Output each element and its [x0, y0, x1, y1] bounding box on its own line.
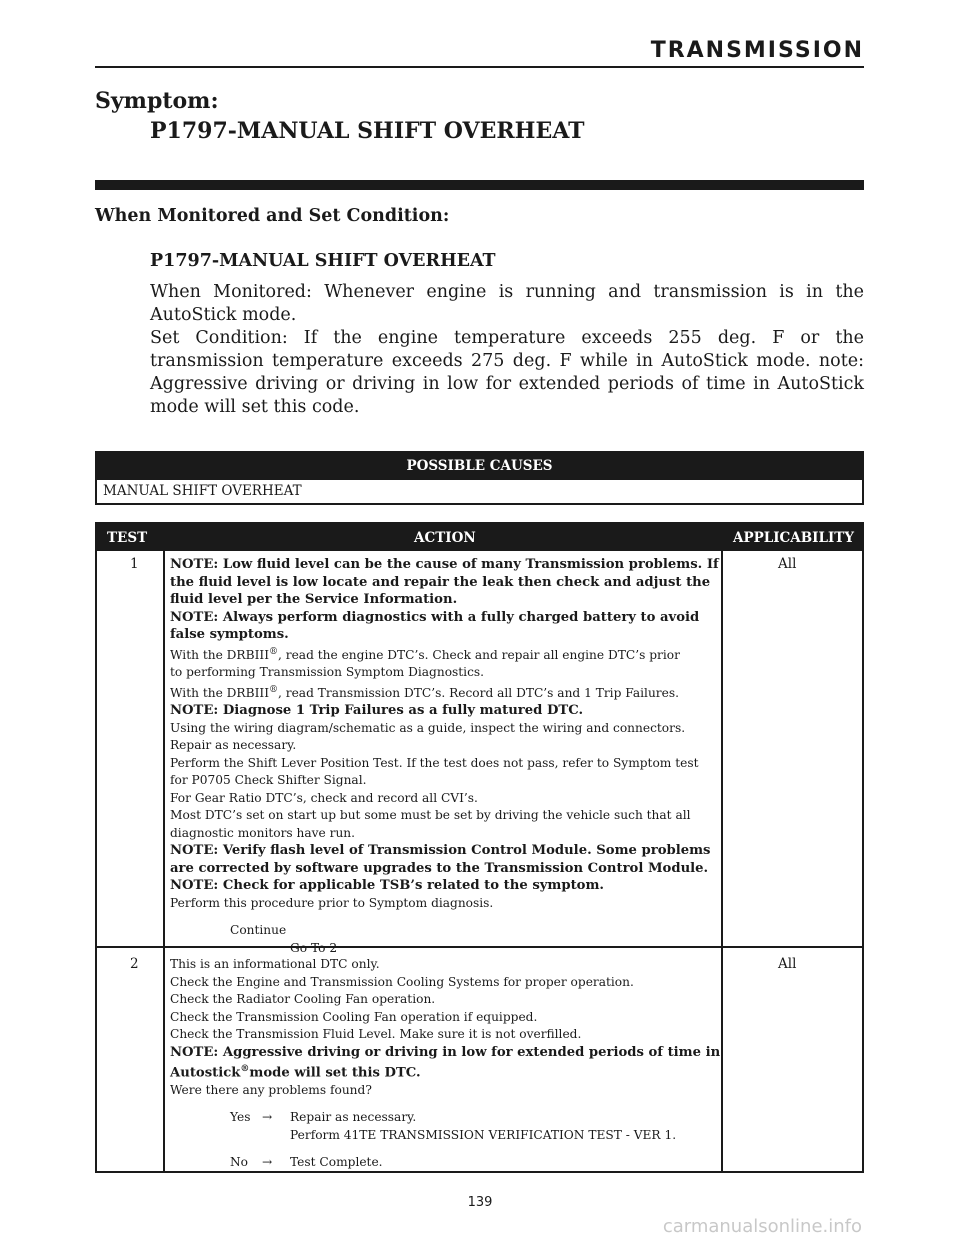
action-line: Using the wiring diagram/schematic as a guide, inspect the wiring and connectors. [170, 720, 686, 735]
set-condition-text: Set Condition: If the engine temperature exceeds 255 deg. F or the transmission temperature exceeds 275 deg. F while in AutoStick mode. note: Aggressive driving or driving in low for extended periods of time in AutoStick mode will set this code. [150, 328, 864, 417]
arrow-right-icon: → [262, 1110, 273, 1125]
yes-branch-continued [170, 1127, 717, 1145]
test-action-1 [170, 556, 717, 957]
header-rule [95, 66, 864, 68]
action-line: false symptoms. [170, 627, 289, 642]
arrow-right-icon: → [262, 1155, 273, 1170]
test-table-header [97, 524, 862, 551]
goto-label: Go To 2 [290, 940, 338, 955]
action-line: Perform the Shift Lever Position Test. If the test does not pass, refer to Symptom test [170, 755, 699, 770]
action-line: for P0705 Check Shifter Signal. [170, 773, 367, 788]
test-action-2 [170, 956, 721, 1172]
possible-causes-table [95, 451, 864, 505]
action-line: NOTE: Diagnose 1 Trip Failures as a fully matured DTC. [170, 703, 584, 719]
monitor-heading: When Monitored and Set Condition: [95, 206, 450, 226]
diagnostic-test-table [95, 522, 864, 1173]
action-line: With the DRBIII®, read Transmission DTC’s. Record all DTC’s and 1 Trip Failures. [170, 684, 679, 700]
action-line: fluid level per the Service Information. [170, 592, 458, 607]
continue-label: Continue [230, 923, 287, 938]
yes-action: Perform 41TE TRANSMISSION VERIFICATION TEST - VER 1. [290, 1127, 677, 1142]
action-line: Check the Transmission Cooling Fan operation if equipped. [170, 1009, 538, 1024]
possible-causes-header: POSSIBLE CAUSES [97, 453, 862, 480]
registered-mark-icon: ® [240, 1064, 250, 1074]
action-line: Check the Transmission Fluid Level. Make sure it is not overfilled. [170, 1027, 582, 1041]
action-line: With the DRBIII®, read the engine DTC’s. Check and repair all engine DTC’s prior [170, 646, 680, 662]
section-title: TRANSMISSION [650, 38, 864, 63]
yes-branch [170, 1109, 717, 1127]
col-applicability-header: APPLICABILITY [732, 530, 854, 546]
registered-mark-icon: ® [269, 684, 279, 695]
section-divider [95, 180, 864, 190]
yes-action: Repair as necessary. [290, 1110, 417, 1125]
col-action-header: ACTION [414, 530, 476, 546]
action-line: Perform this procedure prior to Symptom diagnosis. [170, 895, 494, 910]
no-branch [170, 1154, 717, 1172]
test-number: 1 [130, 556, 139, 572]
action-line: NOTE: Aggressive driving or driving in low for extended periods of time in [170, 1044, 721, 1060]
action-line: NOTE: Verify flash level of Transmission Control Module. Some problems [170, 843, 711, 859]
action-line: Were there any problems found? [170, 1082, 372, 1097]
action-line: NOTE: Always perform diagnostics with a fully charged battery to avoid [170, 609, 700, 625]
test-number: 2 [130, 956, 139, 972]
column-divider [721, 551, 723, 1171]
no-action: Test Complete. [290, 1155, 383, 1170]
action-line: the fluid level is low locate and repair the leak then check and adjust the [170, 574, 711, 590]
monitor-code: P1797-MANUAL SHIFT OVERHEAT [150, 251, 496, 271]
action-line: This is an informational DTC only. [170, 957, 380, 971]
page-number: 139 [467, 1195, 493, 1210]
registered-mark-icon: ® [269, 646, 279, 657]
symptom-label: Symptom: [95, 88, 219, 114]
test-applicability: All [778, 556, 797, 572]
action-line: Most DTC’s set on start up but some must be set by driving the vehicle such that all [170, 808, 691, 823]
action-line: Check the Engine and Transmission Cooling Systems for proper operation. [170, 974, 634, 989]
column-divider [163, 551, 165, 1171]
action-line: Check the Radiator Cooling Fan operation. [170, 992, 436, 1006]
action-line: are corrected by software upgrades to the Transmission Control Module. [170, 860, 709, 876]
yes-label: Yes [230, 1110, 251, 1125]
when-monitored-text: When Monitored: Whenever engine is running and transmission is in the AutoStick mode. [150, 282, 864, 325]
no-label: No [230, 1155, 249, 1170]
action-line: NOTE: Check for applicable TSB’s related to the symptom. [170, 878, 605, 894]
action-line: NOTE: Low fluid level can be the cause of many Transmission problems. If [170, 557, 719, 572]
action-line: For Gear Ratio DTC’s, check and record all CVI’s. [170, 790, 478, 805]
symptom-name: P1797-MANUAL SHIFT OVERHEAT [150, 118, 585, 144]
action-line: to performing Transmission Symptom Diagnostics. [170, 665, 485, 680]
action-line: diagnostic monitors have run. [170, 825, 356, 840]
col-test-header: TEST [107, 530, 148, 546]
action-line: Repair as necessary. [170, 738, 297, 753]
watermark: carmanualsonline.info [662, 1216, 862, 1237]
cause-item: MANUAL SHIFT OVERHEAT [103, 483, 302, 499]
test-applicability: All [778, 956, 797, 972]
action-line: Autostick®mode will set this DTC. [170, 1064, 421, 1081]
